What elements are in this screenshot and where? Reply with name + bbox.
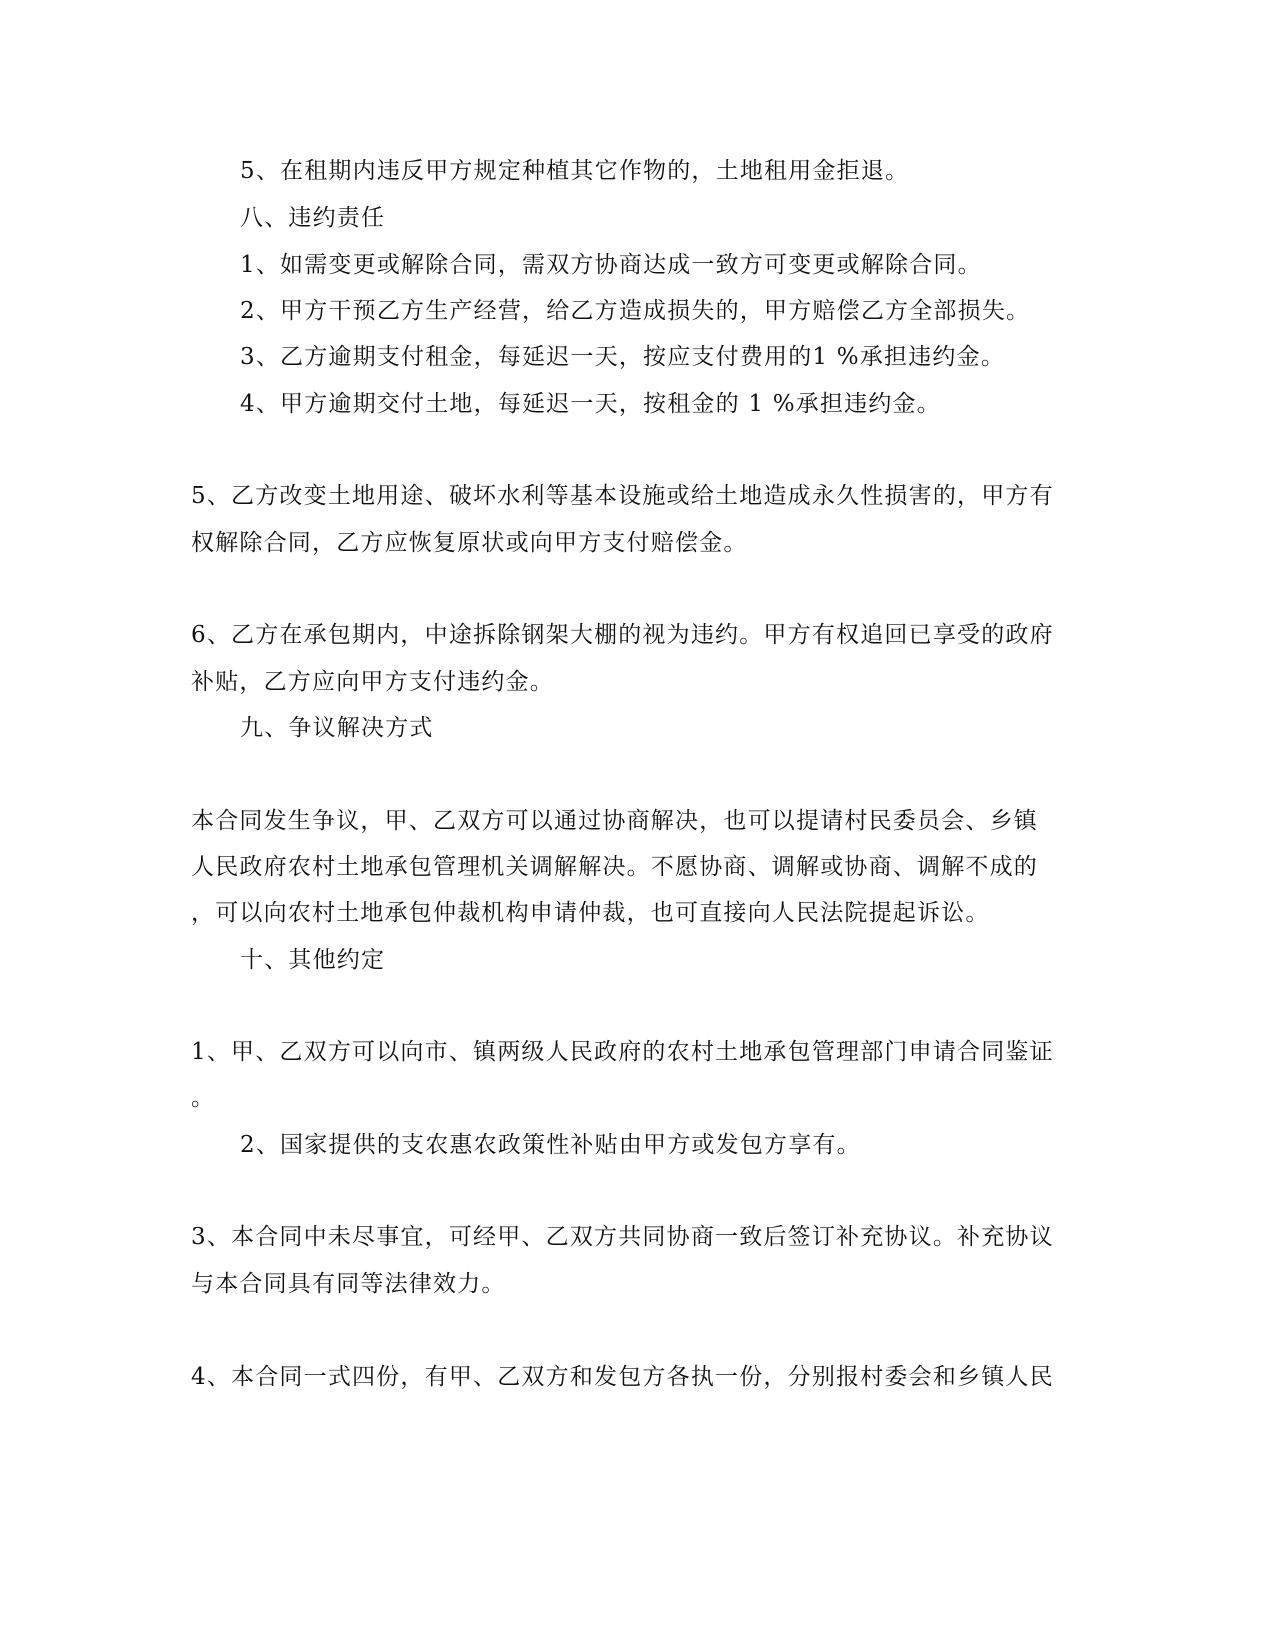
clause-9-line-2: 人民政府农村土地承包管理机关调解解决。不愿协商、调解或协商、调解不成的	[191, 854, 1038, 880]
clause-10-item-1-line-1: 1、甲、乙双方可以向市、镇两级人民政府的农村土地承包管理部门申请合同鉴证	[191, 1039, 1054, 1065]
clause-10-item-2: 2、国家提供的支农惠农政策性补贴由甲方或发包方享有。	[240, 1132, 861, 1158]
section-heading-breach: 八、违约责任	[240, 205, 386, 231]
clause-10-item-3-line-1: 3、本合同中未尽事宜，可经甲、乙双方共同协商一致后签订补充协议。补充协议	[191, 1224, 1054, 1250]
clause-8-item-2: 2、甲方干预乙方生产经营，给乙方造成损失的，甲方赔偿乙方全部损失。	[240, 298, 1031, 324]
clause-8-item-5-line-2: 权解除合同，乙方应恢复原状或向甲方支付赔偿金。	[191, 530, 748, 556]
clause-8-item-1: 1、如需变更或解除合同，需双方协商达成一致方可变更或解除合同。	[240, 252, 982, 278]
clause-8-item-5-line-1: 5、乙方改变土地用途、破坏水利等基本设施或给土地造成永久性损害的，甲方有	[191, 483, 1054, 509]
clause-10-item-3-line-2: 与本合同具有同等法律效力。	[191, 1271, 506, 1297]
clause-8-item-4: 4、甲方逾期交付土地，每延迟一天，按租金的 1 %承担违约金。	[240, 391, 941, 417]
clause-10-item-1-line-2: 。	[191, 1085, 216, 1111]
clause-9-line-1: 本合同发生争议，甲、乙双方可以通过协商解决，也可以提请村民委员会、乡镇	[191, 808, 1038, 834]
clause-7-item-5: 5、在租期内违反甲方规定种植其它作物的，土地租用金拒退。	[240, 158, 910, 184]
section-heading-dispute: 九、争议解决方式	[240, 715, 434, 741]
clause-8-item-6-line-2: 补贴，乙方应向甲方支付违约金。	[191, 669, 554, 695]
clause-10-item-4-line-1: 4、本合同一式四份，有甲、乙双方和发包方各执一份，分别报村委会和乡镇人民	[191, 1364, 1054, 1390]
clause-8-item-3: 3、乙方逾期支付租金，每延迟一天，按应支付费用的1 %承担违约金。	[240, 344, 1006, 370]
clause-8-item-6-line-1: 6、乙方在承包期内，中途拆除钢架大棚的视为违约。甲方有权追回已享受的政府	[191, 622, 1054, 648]
clause-9-line-3: ，可以向农村土地承包仲裁机构申请仲裁，也可直接向人民法院提起诉讼。	[191, 900, 990, 926]
section-heading-other: 十、其他约定	[240, 947, 386, 973]
